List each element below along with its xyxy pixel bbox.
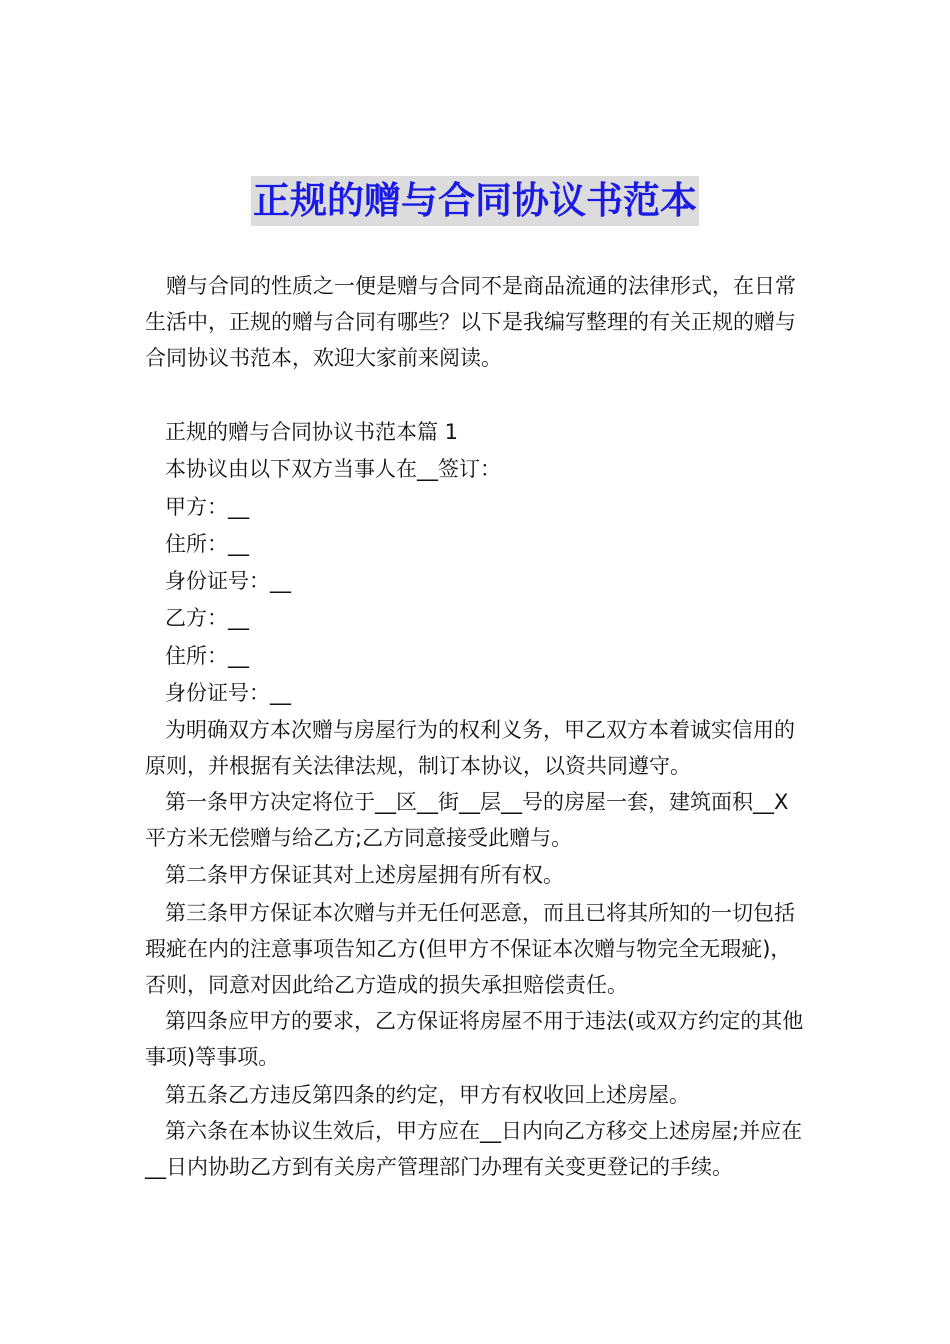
party-a-line: 甲方：__ — [165, 494, 249, 519]
article-6: 第六条在本协议生效后，甲方应在__日内向乙方移交上述房屋;并应在__日内协助乙方到有关房产管理部门办理有关变更登记的手续。 — [145, 1119, 803, 1180]
party-a-address-line: 住所：__ — [165, 531, 249, 556]
section-heading: 正规的赠与合同协议书范本篇 1 — [165, 420, 459, 444]
title-container — [0, 176, 950, 226]
article-4: 第四条应甲方的要求，乙方保证将房屋不用于违法(或双方约定的其他事项)等事项。 — [145, 1009, 804, 1070]
party-b-id-line: 身份证号：__ — [165, 681, 291, 706]
document-title: 正规的赠与合同协议书范本 — [251, 176, 699, 226]
article-1: 第一条甲方决定将位于__区__街__层__号的房屋一套，建筑面积__X 平方米无偿赠与给乙方;乙方同意接受此赠与。 — [145, 790, 789, 851]
purpose-paragraph: 为明确双方本次赠与房屋行为的权利义务，甲乙双方本着诚实信用的原则，并根据有关法律法规，制订本协议，以资共同遵守。 — [145, 718, 795, 779]
party-a-id-line: 身份证号：__ — [165, 569, 291, 594]
opening-line: 本协议由以下双方当事人在__签订： — [165, 457, 501, 482]
party-b-address-line: 住所：__ — [165, 643, 249, 668]
article-5: 第五条乙方违反第四条的约定，甲方有权收回上述房屋。 — [165, 1083, 690, 1108]
intro-paragraph: 赠与合同的性质之一便是赠与合同不是商品流通的法律形式，在日常生活中，正规的赠与合同有哪些？以下是我编写整理的有关正规的赠与合同协议书范本，欢迎大家前来阅读。 — [145, 274, 796, 370]
article-2: 第二条甲方保证其对上述房屋拥有所有权。 — [165, 863, 564, 888]
article-3: 第三条甲方保证本次赠与并无任何恶意，而且已将其所知的一切包括瑕疵在内的注意事项告知乙方(但甲方不保证本次赠与物完全无瑕疵)，否则，同意对因此给乙方造成的损失承担赔偿责任。 — [145, 901, 795, 998]
contract-body — [145, 414, 810, 1185]
party-b-line: 乙方：__ — [165, 606, 249, 631]
